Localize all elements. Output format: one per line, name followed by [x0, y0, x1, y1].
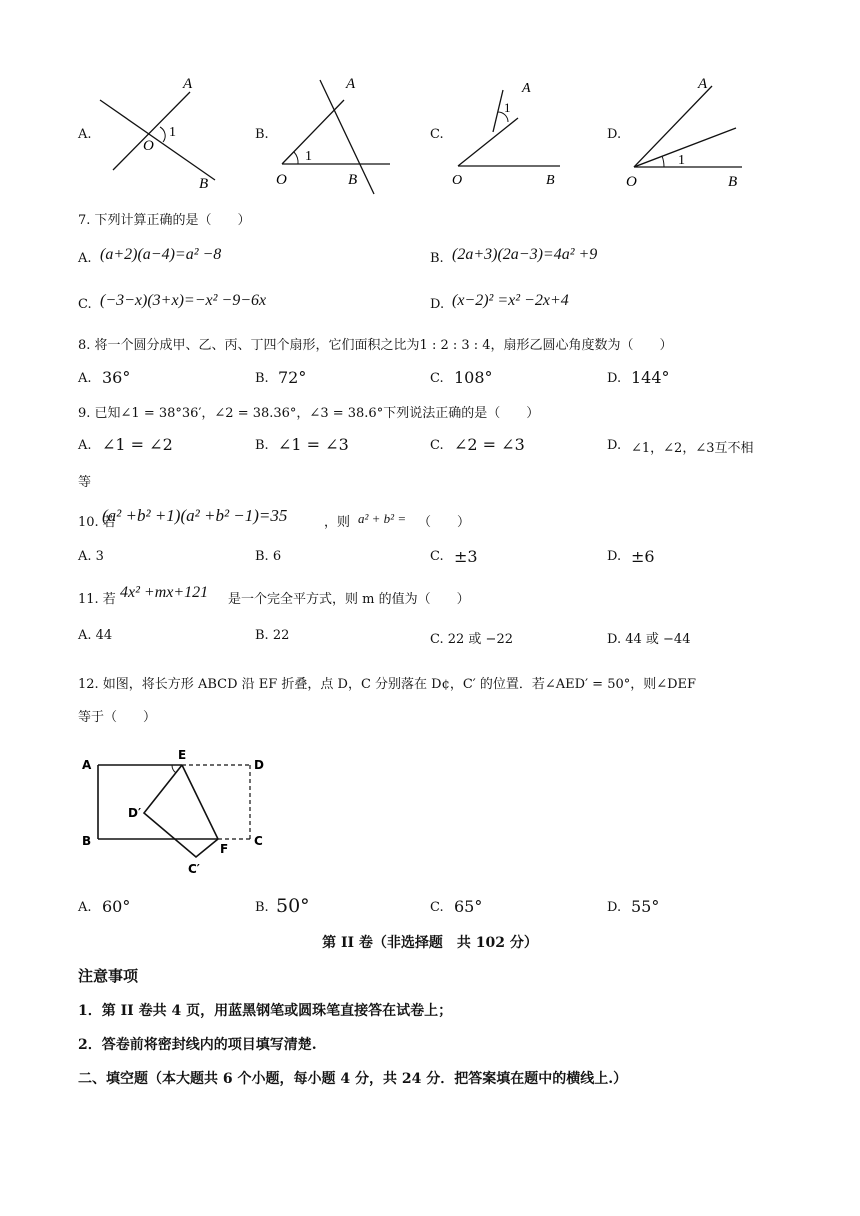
q8-option-c-letter: C. [430, 371, 444, 386]
q8-stem: 8. 将一个圆分成甲、乙、丙、丁四个扇形，它们面积之比为1 : 2 : 3 : 4，扇形乙圆心角度数为（ ） [78, 338, 673, 353]
q6a-label-b: B [199, 176, 209, 192]
q6d-label-b: B [728, 174, 738, 190]
notes-heading: 注意事项 [78, 967, 139, 985]
q10-option-c: ±3 [454, 547, 478, 566]
q8-option-b: 72° [278, 368, 307, 387]
q12-option-b-letter: B. [255, 900, 269, 915]
q11-option-b: B. 22 [255, 628, 290, 643]
q12-option-d: 55° [631, 897, 660, 916]
q6-option-b-letter: B. [255, 127, 269, 142]
q12-option-b: 50° [276, 895, 310, 917]
q9-option-c: ∠2 = ∠3 [454, 435, 525, 454]
q6b-label-o: O [276, 172, 287, 188]
q10-option-a: A. 3 [78, 549, 104, 564]
q7-option-b: (2a+3)(2a−3)=4a² +9 [452, 246, 598, 263]
q12-fig-label-f: F [220, 842, 229, 856]
q6c-label-b: B [546, 173, 555, 188]
q12-fig-label-dprime: D′ [128, 806, 142, 820]
q12-stem-line1: 12. 如图，将长方形 ABCD 沿 EF 折叠，点 D，C 分别落在 D¢，C′ 的位置．若∠AED′ = 50°，则∠DEF [78, 677, 697, 692]
q6b-label-a: A [346, 76, 356, 92]
q6d-label-1: 1 [678, 153, 685, 168]
q10-stem-prefix: 10. 若 [78, 515, 116, 530]
q6d-label-a: A [698, 76, 708, 92]
q7-option-a-letter: A. [78, 251, 92, 266]
q9-option-b-letter: B. [255, 438, 269, 453]
q7-option-c-letter: C. [78, 297, 92, 312]
q12-fig-label-d: D [254, 758, 264, 772]
q10-option-d-letter: D. [607, 549, 622, 564]
q6a-label-o: O [143, 138, 154, 154]
q9-stem: 9. 已知∠1 = 38°36′，∠2 = 38.36°，∠3 = 38.6°下列说法正确的是（ ） [78, 406, 540, 421]
q6a-label-a: A [183, 76, 193, 92]
q7-stem: 7. 下列计算正确的是（ ） [78, 213, 251, 228]
q12-folding-figure [78, 745, 278, 880]
q6-option-d-letter: D. [607, 127, 622, 142]
q12-option-c-letter: C. [430, 900, 444, 915]
q12-option-a: 60° [102, 897, 131, 916]
q6b-label-1: 1 [305, 149, 312, 164]
q12-option-a-letter: A. [78, 900, 92, 915]
q12-option-d-letter: D. [607, 900, 622, 915]
q6c-label-o: O [452, 173, 463, 188]
q7-option-d: (x−2)² =x² −2x+4 [452, 292, 569, 309]
q11-stem-suffix: 是一个完全平方式，则 m 的值为（ ） [228, 592, 470, 607]
q8-option-b-letter: B. [255, 371, 269, 386]
q11-option-c: C. 22 或 −22 [430, 632, 513, 647]
q8-option-c: 108° [454, 368, 493, 387]
q7-option-c: (−3−x)(3+x)=−x² −9−6x [100, 292, 267, 309]
q8-option-d-letter: D. [607, 371, 622, 386]
q9-option-d-continued: 等 [78, 475, 92, 490]
q6a-label-1: 1 [169, 125, 176, 140]
q6-option-a-letter: A. [78, 127, 92, 142]
q6-option-c-letter: C. [430, 127, 444, 142]
q10-option-c-letter: C. [430, 549, 444, 564]
q6c-label-a: A [522, 81, 531, 96]
q6c-label-1: 1 [504, 100, 511, 115]
q10-expression: a² + b² = [358, 511, 407, 526]
q12-option-c: 65° [454, 897, 483, 916]
q9-option-c-letter: C. [430, 438, 444, 453]
q10-option-b: B. 6 [255, 549, 282, 564]
q10-option-d: ±6 [631, 547, 655, 566]
q8-option-a: 36° [102, 368, 131, 387]
q12-stem-line2: 等于（ ） [78, 710, 157, 725]
q12-fig-label-b: B [82, 834, 92, 848]
q11-option-a: A. 44 [78, 628, 113, 643]
q11-stem-prefix: 11. 若 [78, 592, 116, 607]
q9-option-b: ∠1 = ∠3 [278, 435, 349, 454]
q6-figure-c [448, 74, 568, 189]
q9-option-d-letter: D. [607, 438, 622, 453]
q12-fig-label-a: A [82, 758, 92, 772]
q7-option-a: (a+2)(a−4)=a² −8 [100, 246, 222, 263]
note-2: 2．答卷前将密封线内的项目填写清楚. [78, 1037, 317, 1053]
q12-fig-label-c: C [254, 834, 263, 848]
q9-option-a: ∠1 = ∠2 [102, 435, 173, 454]
fill-in-heading: 二、填空题（本大题共 6 个小题，每小题 4 分，共 24 分．把答案填在题中的横线上.） [78, 1071, 628, 1087]
q6-figure-b [272, 72, 402, 197]
q11-option-d: D. 44 或 −44 [607, 632, 691, 647]
q12-fig-label-e: E [178, 748, 187, 762]
q9-option-a-letter: A. [78, 438, 92, 453]
q6d-label-o: O [626, 174, 637, 190]
section-2-title: 第 II 卷（非选择题 共 102 分） [322, 935, 538, 951]
q8-option-d: 144° [631, 368, 670, 387]
q11-expression: 4x² +mx+121 [120, 584, 209, 601]
note-1: 1．第 II 卷共 4 页，用蓝黑钢笔或圆珠笔直接答在试卷上； [78, 1003, 453, 1019]
q6-figure-d [624, 72, 754, 194]
q6b-label-b: B [348, 172, 358, 188]
q10-stem-mid: ，则 [324, 515, 351, 530]
q6-figure-a [95, 72, 225, 192]
q8-option-a-letter: A. [78, 371, 92, 386]
q7-option-b-letter: B. [430, 251, 444, 266]
q12-fig-label-cprime: C′ [188, 862, 200, 876]
q10-equation: (a² +b² +1)(a² +b² −1)=35 [102, 506, 288, 525]
q9-option-d: ∠1，∠2，∠3互不相 [631, 441, 754, 456]
q10-stem-suffix: （ ） [418, 515, 471, 530]
q7-option-d-letter: D. [430, 297, 445, 312]
